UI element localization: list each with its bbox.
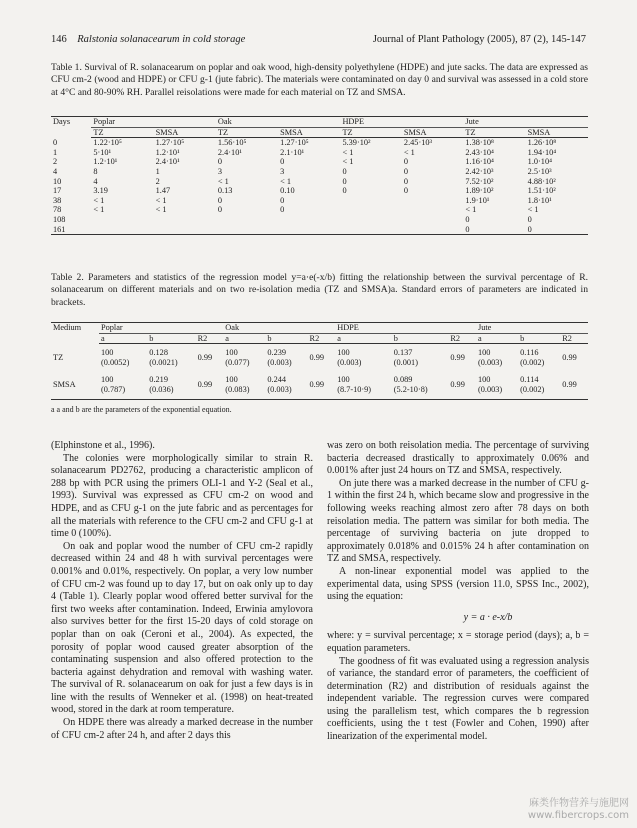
table-cell: 0	[403, 157, 409, 167]
sub-header: TZ	[91, 127, 153, 138]
table-cell: < 1	[93, 195, 105, 205]
table-cell: 1.94·10⁴	[527, 147, 557, 157]
table-cell: 2.4·10¹	[217, 147, 242, 157]
left-para-4: On HDPE there was already a marked decrease in the number of CFU cm-2 after 24 h, and after 2 days this	[51, 717, 313, 741]
running-header	[51, 34, 586, 45]
table-cell: < 1	[465, 205, 477, 215]
table-cell: 7.52·10²	[465, 176, 494, 186]
table-cell: 4	[53, 166, 58, 176]
table-cell: 0.10	[280, 186, 295, 196]
table-cell: < 1	[342, 157, 354, 167]
group-header: Poplar	[99, 323, 223, 334]
table-cell	[278, 225, 340, 235]
table-cell: 17	[53, 186, 62, 196]
left-para-3: On oak and poplar wood the number of CFU cm-2 rapidly decreased within 24 and 48 h with survival percentages were 0.001% and 0.01%, respectively. On poplar, a very low number of CFU cm-2 was found up to day 17, but on oak only up to day 4 (Table 1). Clearly poplar wood offered better survival for the first two weeks after contamination. Indeed, Erwinia amylovora also survives better for the first 15-20 days of cold storage on poplar than on oak (Ceroni et al., 2004). As expected, the porosity of poplar wood caused greater absorption of the contaminating suspension and also offered protection to the bacteria against dehydration and removal with washing water. The survival of R. solanacearum on oak for just a few days is in line with the results of Wenneker et al. (1998) on heat-treated wood, stored in the dark at room temperature.	[51, 540, 313, 716]
sub-header: SMSA	[526, 127, 588, 138]
table-cell: 2	[53, 157, 58, 167]
table-row	[51, 205, 588, 215]
table-cell: 0.99	[562, 352, 577, 362]
right-para-3: A non-linear exponential model was applied to the experimental data, using SPSS (version 11.0, SPSS Inc., 2002), using the equation:	[327, 565, 589, 603]
left-para-2: The colonies were morphologically similar to strain R. solanacearum PD2762, producing a characteristic amplicon of 288 bp with PCR using the primers OLI-1 and Y-2 (Seal et al., 1993). Survival was expressed as CFU cm-2 on wood and HDPE, and as CFU g-1 on the jute fabric and as percentages for all the materials with reference to the CFU cm-2 and CFU g-1 at time 0 (100%).	[51, 452, 313, 540]
table-cell: < 1	[527, 205, 539, 215]
table-cell: 5.39·10²	[342, 138, 371, 148]
table-row	[51, 138, 588, 148]
table-cell: < 1	[342, 147, 354, 157]
table2-footnote: a a and b are the parameters of the exponential equation.	[51, 405, 232, 414]
sub-header: b	[392, 333, 449, 344]
sub-header: a	[335, 333, 392, 344]
table-row	[51, 344, 588, 372]
table-cell	[340, 196, 401, 206]
table-cell: 1.2·10¹	[155, 147, 180, 157]
journal-citation: Journal of Plant Pathology (2005), 87 (2), 145-147	[372, 34, 586, 45]
table-cell: 1.89·10²	[465, 186, 494, 196]
table-cell	[340, 205, 401, 215]
table-cell: 78	[53, 205, 62, 215]
right-para-4: where: y = survival percentage; x = storage period (days); a, b = equation parameters.	[327, 630, 589, 654]
table-cell: 0.99	[196, 371, 224, 399]
table-cell: 108	[53, 214, 66, 224]
table-cell: 100 (0.787)	[99, 371, 147, 399]
table2-caption: Table 2. Parameters and statistics of the regression model y=a·e(-x/b) fitting the relationship between the survival percentage of R. solanacearum on different materials and on two re-isolation media (TZ and SMSA)a. Standard errors of parameters are indicated in brackets.	[51, 272, 588, 308]
table-cell: 1	[155, 166, 160, 176]
table-cell: < 1	[93, 205, 105, 215]
sub-header: R2	[308, 333, 336, 344]
sub-header: TZ	[463, 127, 525, 138]
table-cell: 0	[280, 195, 285, 205]
group-header: HDPE	[335, 323, 476, 334]
table-cell	[154, 225, 216, 235]
table-row	[51, 148, 588, 158]
table-cell: 1.47	[155, 186, 171, 196]
sub-header: a	[99, 333, 147, 344]
sub-header: a	[223, 333, 265, 344]
table-cell	[216, 215, 278, 225]
table-cell: 0	[217, 157, 223, 167]
table-row	[51, 371, 588, 399]
table-cell: 100 (0.003)	[478, 348, 503, 367]
sub-header: R2	[196, 333, 224, 344]
table-cell: 2.45·10³	[403, 138, 432, 148]
sub-header: R2	[448, 333, 476, 344]
table-cell: 100 (0.003)	[476, 371, 518, 399]
table-cell: 0	[527, 214, 532, 224]
table-cell: 0.128 (0.0021)	[149, 348, 178, 367]
sub-header: b	[147, 333, 195, 344]
sub-header: TZ	[216, 127, 278, 138]
table-cell	[91, 225, 153, 235]
equation: y = a · e-x/b	[463, 611, 513, 623]
table-cell: 0	[342, 176, 347, 186]
table-cell: 5·10¹	[93, 147, 112, 157]
group-header: Jute	[476, 323, 588, 334]
table-cell: 1.27·10⁵	[280, 138, 309, 148]
table-row	[51, 167, 588, 177]
table-cell: 3.19	[93, 186, 108, 196]
medium-label: SMSA	[51, 371, 99, 399]
sub-header: a	[476, 333, 518, 344]
left-column	[51, 440, 313, 742]
table-cell: 0.089 (5.2-10·8)	[392, 371, 449, 399]
rowhead-medium: Medium	[51, 323, 99, 344]
table-cell: 0	[217, 195, 223, 205]
watermark-line-2: www.fibercrops.com	[527, 810, 629, 821]
sub-header: SMSA	[402, 127, 463, 138]
table-cell: 0.99	[197, 352, 213, 362]
right-para-2: On jute there was a marked decrease in the number of CFU g-1 within the first 24 h, which became slow and progressive in the following weeks reaching almost zero after 78 days on both reisolation media. The pattern was similar for both media. The percentage of surviving bacteria on jute dropped to approximately 0.018% and 0.015% 24 h after contamination on TZ and SMSA, respectively.	[327, 477, 589, 565]
table-row	[51, 215, 588, 225]
watermark-line-1: 麻类作物营养与施肥网	[529, 798, 629, 809]
table-cell: 0	[465, 214, 470, 224]
table-cell: 2.43·10⁴	[465, 147, 494, 157]
left-para-1: (Elphinstone et al., 1996).	[51, 440, 155, 451]
group-header: Oak	[216, 117, 341, 128]
table-cell: 4.88·10²	[527, 176, 556, 186]
table-cell: 161	[51, 225, 91, 235]
table-cell: 1.26·10⁸	[527, 138, 557, 148]
table-cell: 0	[280, 205, 285, 215]
table-cell: 4	[93, 176, 98, 186]
table-cell: 0	[53, 137, 58, 147]
table-cell: 0	[463, 225, 525, 235]
table-cell: 100 (0.083)	[223, 371, 265, 399]
table-cell: 3	[217, 166, 223, 176]
sub-header: SMSA	[154, 127, 216, 138]
table-cell: 1.38·10⁸	[465, 138, 494, 148]
table-cell	[216, 225, 278, 235]
rowhead-days: Days	[51, 117, 91, 138]
table-cell: 0	[403, 176, 409, 186]
table-cell: 1.56·10⁵	[217, 138, 247, 148]
table1-caption: Table 1. Survival of R. solanacearum on poplar and oak wood, high-density polyethylene (HDPE) and jute sacks. The data are expressed as CFU cm-2 (wood and HDPE) or CFU g-1 (jute fabric). The materials were contaminated on day 0 and survival was assessed in a cold store at 4°C and 80-90% RH. Parallel reisolations were made for each material on TZ and SMSA.	[51, 62, 588, 98]
table-cell: < 1	[217, 176, 229, 186]
table-cell: < 1	[155, 205, 167, 215]
right-column	[327, 440, 589, 744]
table-cell: 2.42·10³	[465, 166, 494, 176]
sub-header: b	[518, 333, 560, 344]
sub-header: TZ	[340, 127, 401, 138]
table-cell	[402, 196, 463, 206]
table-cell	[402, 215, 463, 225]
table-cell: 0.99	[448, 371, 476, 399]
table-cell: 1.27·10⁵	[155, 138, 185, 148]
table-cell	[340, 215, 401, 225]
medium-label: TZ	[53, 352, 64, 362]
table-cell: 0	[217, 205, 223, 215]
table-cell: 2.4·10¹	[155, 157, 180, 167]
table-cell: 0.137 (0.001)	[393, 348, 418, 367]
table-cell: 1.8·10¹	[527, 195, 552, 205]
group-header: Jute	[463, 117, 588, 128]
table-cell	[340, 225, 401, 235]
table-cell: 0	[526, 225, 588, 235]
table-cell: 0.114 (0.002)	[518, 371, 560, 399]
table-cell: 1.0·10⁴	[527, 157, 552, 167]
watermark	[528, 798, 629, 822]
table-cell: 0.239 (0.003)	[267, 348, 292, 367]
table-cell: < 1	[403, 147, 415, 157]
table-cell: 38	[53, 195, 62, 205]
group-header: HDPE	[340, 117, 463, 128]
table-cell: 0.99	[308, 371, 336, 399]
table-row	[51, 157, 588, 167]
group-header: Oak	[223, 323, 335, 334]
table-row	[51, 225, 588, 235]
table-cell: 8	[93, 166, 98, 176]
table-cell: 0.99	[560, 371, 588, 399]
table1	[51, 116, 588, 235]
table-cell: 2.5·10³	[527, 166, 552, 176]
table-cell	[402, 225, 463, 235]
table-cell: 1	[53, 147, 58, 157]
table-cell: 100 (0.003)	[337, 348, 362, 367]
table-cell: 0.13	[217, 186, 233, 196]
table-cell: 1.2·10¹	[93, 157, 118, 167]
table-cell: 2	[155, 176, 160, 186]
table-cell: 0.99	[450, 352, 465, 362]
table-cell	[402, 205, 463, 215]
table-cell	[91, 215, 153, 225]
table-cell: 1.16·10⁴	[465, 157, 494, 167]
table-cell: 100 (8.7-10·9)	[335, 371, 392, 399]
table-cell: 10	[53, 176, 62, 186]
table-cell: < 1	[280, 176, 292, 186]
right-para-1: was zero on both reisolation media. The percentage of surviving bacteria decreased drastically to approximately 0.06% and 0.001% after just 24 hours on TZ and SMSA, respectively.	[327, 440, 589, 477]
table2	[51, 322, 588, 400]
table-cell: 1.22·10⁵	[93, 138, 122, 148]
sub-header: R2	[560, 333, 588, 344]
sub-header: SMSA	[278, 127, 340, 138]
table-cell: 100 (0.077)	[225, 348, 250, 367]
running-title: Ralstonia solanacearum in cold storage	[77, 34, 246, 45]
table-cell: 0	[280, 157, 285, 167]
table-cell: 0.99	[309, 352, 325, 362]
table-cell: 2.1·10¹	[280, 147, 305, 157]
table-row	[51, 177, 588, 187]
table-cell: 3	[280, 166, 285, 176]
table-cell	[154, 215, 216, 225]
table-row	[51, 186, 588, 196]
table-cell: 0	[403, 186, 409, 196]
table-cell: 1.51·10²	[527, 186, 556, 196]
table-cell: < 1	[155, 195, 167, 205]
page-number: 146	[51, 34, 67, 45]
table-cell: 1.9·10¹	[465, 195, 490, 205]
table-cell: 0.116 (0.002)	[520, 348, 545, 367]
header-left	[51, 34, 245, 45]
table-cell: 0	[342, 186, 347, 196]
table-cell: 0	[403, 166, 409, 176]
table-cell: 100 (0.0052)	[100, 348, 130, 367]
table-cell	[278, 215, 340, 225]
sub-header: b	[265, 333, 307, 344]
right-para-5: The goodness of fit was evaluated using a regression analysis of variance, the standard error of parameters, the coefficient of determination (R2) and distribution of residuals against the independent variable. The regression curves were compared using the parallelism test, which compares the b regression coefficients, using the t test (Fowler and Cohen, 1990) after linearization of the experimental model.	[327, 655, 589, 743]
table-cell: 0.219 (0.036)	[147, 371, 195, 399]
table-cell: 0.244 (0.003)	[265, 371, 307, 399]
table-row	[51, 196, 588, 206]
table-cell: 0	[342, 166, 347, 176]
group-header: Poplar	[91, 117, 216, 128]
